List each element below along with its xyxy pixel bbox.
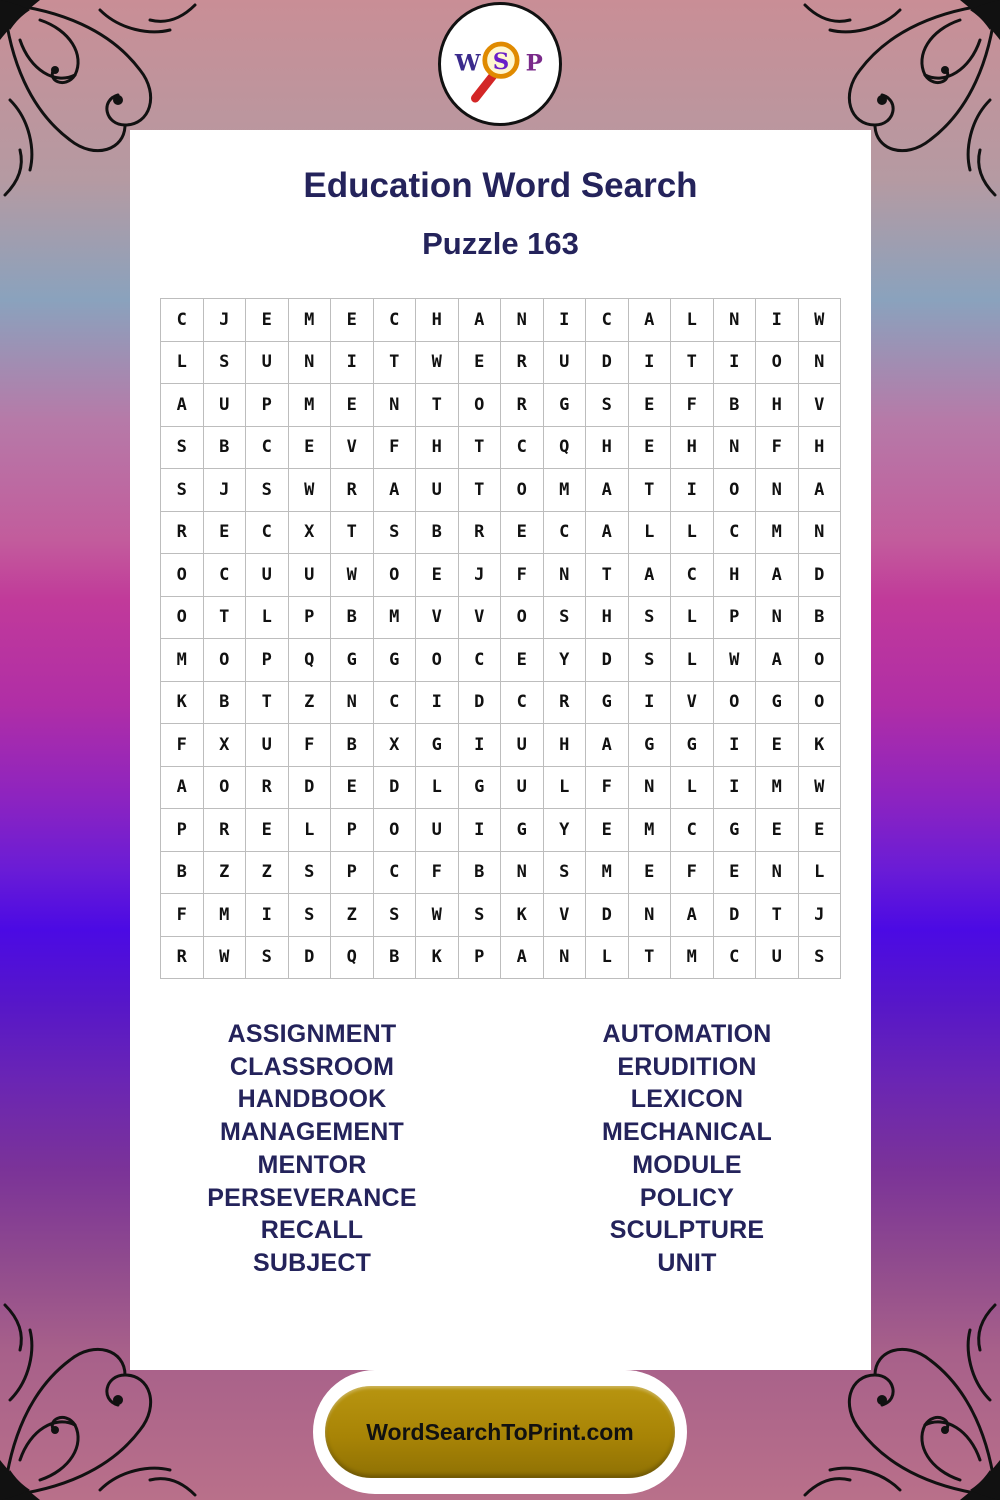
grid-cell[interactable]: B: [204, 682, 247, 725]
grid-cell[interactable]: O: [501, 597, 544, 640]
grid-cell[interactable]: J: [799, 894, 842, 937]
grid-cell[interactable]: B: [799, 597, 842, 640]
word-list-item: SCULPTURE: [609, 1216, 765, 1245]
grid-cell[interactable]: T: [204, 597, 247, 640]
grid-cell[interactable]: M: [629, 809, 672, 852]
grid-cell[interactable]: G: [331, 639, 374, 682]
grid-cell[interactable]: G: [714, 809, 757, 852]
word-list-item: MECHANICAL: [601, 1118, 773, 1147]
wsp-logo[interactable]: [438, 2, 562, 126]
grid-cell[interactable]: U: [501, 767, 544, 810]
grid-cell[interactable]: N: [289, 342, 332, 385]
grid-cell[interactable]: O: [374, 554, 417, 597]
grid-cell[interactable]: G: [629, 724, 672, 767]
grid-cell[interactable]: I: [246, 894, 289, 937]
grid-cell[interactable]: A: [459, 299, 502, 342]
grid-cell[interactable]: G: [586, 682, 629, 725]
grid-cell[interactable]: X: [204, 724, 247, 767]
grid-cell[interactable]: R: [459, 512, 502, 555]
grid-cell[interactable]: R: [544, 682, 587, 725]
grid-cell[interactable]: C: [501, 427, 544, 470]
grid-cell[interactable]: I: [629, 342, 672, 385]
puzzle-card: [130, 130, 871, 1370]
grid-cell[interactable]: Q: [289, 639, 332, 682]
grid-cell[interactable]: U: [416, 469, 459, 512]
grid-cell[interactable]: H: [586, 597, 629, 640]
grid-cell[interactable]: O: [416, 639, 459, 682]
grid-cell[interactable]: H: [756, 384, 799, 427]
grid-cell[interactable]: E: [501, 512, 544, 555]
grid-cell[interactable]: B: [331, 597, 374, 640]
grid-cell[interactable]: D: [586, 894, 629, 937]
grid-cell[interactable]: Z: [246, 852, 289, 895]
grid-cell[interactable]: E: [331, 384, 374, 427]
grid-cell[interactable]: E: [756, 809, 799, 852]
grid-cell[interactable]: G: [416, 724, 459, 767]
grid-cell[interactable]: R: [501, 342, 544, 385]
grid-cell[interactable]: R: [246, 767, 289, 810]
grid-cell[interactable]: L: [671, 299, 714, 342]
grid-cell[interactable]: U: [246, 342, 289, 385]
grid-cell[interactable]: O: [756, 342, 799, 385]
grid-cell[interactable]: M: [374, 597, 417, 640]
grid-cell[interactable]: D: [459, 682, 502, 725]
grid-cell[interactable]: J: [204, 469, 247, 512]
grid-cell[interactable]: K: [416, 937, 459, 980]
magnifier-logo-icon: [441, 5, 559, 123]
grid-cell[interactable]: L: [289, 809, 332, 852]
word-list-left: [152, 1018, 472, 1280]
grid-cell[interactable]: S: [374, 512, 417, 555]
grid-cell[interactable]: B: [204, 427, 247, 470]
grid-cell[interactable]: C: [459, 639, 502, 682]
grid-cell[interactable]: K: [501, 894, 544, 937]
grid-cell[interactable]: S: [289, 894, 332, 937]
grid-cell[interactable]: T: [331, 512, 374, 555]
grid-cell[interactable]: G: [501, 809, 544, 852]
grid-cell[interactable]: O: [161, 597, 204, 640]
grid-cell[interactable]: S: [161, 469, 204, 512]
grid-cell[interactable]: L: [246, 597, 289, 640]
grid-cell[interactable]: E: [501, 639, 544, 682]
logo-letter-p: P: [525, 50, 543, 77]
grid-cell[interactable]: A: [756, 554, 799, 597]
grid-cell[interactable]: R: [331, 469, 374, 512]
grid-cell[interactable]: Z: [331, 894, 374, 937]
grid-cell[interactable]: I: [714, 342, 757, 385]
grid-cell[interactable]: E: [459, 342, 502, 385]
word-list-item: HANDBOOK: [237, 1085, 387, 1114]
grid-cell[interactable]: N: [714, 427, 757, 470]
grid-cell[interactable]: U: [501, 724, 544, 767]
grid-cell[interactable]: M: [756, 767, 799, 810]
grid-cell[interactable]: C: [714, 937, 757, 980]
grid-cell[interactable]: C: [501, 682, 544, 725]
grid-cell[interactable]: R: [204, 809, 247, 852]
grid-cell[interactable]: A: [586, 512, 629, 555]
grid-cell[interactable]: H: [544, 724, 587, 767]
grid-cell[interactable]: P: [331, 852, 374, 895]
grid-cell[interactable]: I: [671, 469, 714, 512]
grid-cell[interactable]: A: [501, 937, 544, 980]
grid-cell[interactable]: O: [501, 469, 544, 512]
grid-cell[interactable]: W: [204, 937, 247, 980]
word-list-item: ERUDITION: [617, 1052, 757, 1081]
grid-cell[interactable]: I: [416, 682, 459, 725]
puzzle-number: Puzzle 163: [422, 226, 579, 261]
grid-cell[interactable]: W: [799, 767, 842, 810]
site-link-button[interactable]: WordSearchToPrint.com: [325, 1386, 675, 1478]
grid-cell[interactable]: M: [586, 852, 629, 895]
grid-cell[interactable]: O: [161, 554, 204, 597]
grid-cell[interactable]: A: [629, 299, 672, 342]
grid-cell[interactable]: Y: [544, 639, 587, 682]
grid-cell[interactable]: C: [374, 682, 417, 725]
grid-cell[interactable]: I: [331, 342, 374, 385]
grid-cell[interactable]: N: [799, 512, 842, 555]
grid-cell[interactable]: S: [799, 937, 842, 980]
grid-cell[interactable]: Q: [544, 427, 587, 470]
grid-cell[interactable]: B: [331, 724, 374, 767]
grid-cell[interactable]: W: [331, 554, 374, 597]
grid-cell[interactable]: F: [374, 427, 417, 470]
grid-cell[interactable]: I: [459, 809, 502, 852]
grid-cell[interactable]: L: [629, 512, 672, 555]
grid-cell[interactable]: O: [459, 384, 502, 427]
grid-cell[interactable]: F: [501, 554, 544, 597]
grid-cell[interactable]: T: [629, 469, 672, 512]
grid-cell[interactable]: X: [374, 724, 417, 767]
word-list-item: AUTOMATION: [602, 1020, 772, 1048]
grid-cell[interactable]: O: [204, 767, 247, 810]
grid-cell[interactable]: V: [416, 597, 459, 640]
grid-cell[interactable]: F: [586, 767, 629, 810]
grid-cell[interactable]: M: [756, 512, 799, 555]
grid-cell[interactable]: L: [671, 512, 714, 555]
grid-cell[interactable]: G: [756, 682, 799, 725]
grid-cell[interactable]: T: [416, 384, 459, 427]
grid-cell[interactable]: N: [756, 597, 799, 640]
grid-cell[interactable]: I: [544, 299, 587, 342]
grid-cell[interactable]: F: [289, 724, 332, 767]
grid-cell[interactable]: P: [161, 809, 204, 852]
grid-cell[interactable]: E: [629, 427, 672, 470]
grid-cell[interactable]: S: [629, 639, 672, 682]
word-list-item: LEXICON: [630, 1085, 744, 1114]
grid-cell[interactable]: I: [714, 724, 757, 767]
grid-cell[interactable]: F: [671, 384, 714, 427]
grid-cell[interactable]: E: [714, 852, 757, 895]
grid-cell[interactable]: S: [246, 937, 289, 980]
grid-cell[interactable]: A: [756, 639, 799, 682]
grid-cell[interactable]: D: [799, 554, 842, 597]
grid-cell[interactable]: N: [374, 384, 417, 427]
grid-cell[interactable]: E: [204, 512, 247, 555]
grid-cell[interactable]: C: [161, 299, 204, 342]
grid-cell[interactable]: U: [544, 342, 587, 385]
grid-cell[interactable]: V: [544, 894, 587, 937]
grid-cell[interactable]: V: [671, 682, 714, 725]
grid-cell[interactable]: N: [544, 937, 587, 980]
grid-cell[interactable]: I: [459, 724, 502, 767]
grid-cell[interactable]: S: [586, 384, 629, 427]
grid-cell[interactable]: O: [714, 682, 757, 725]
grid-cell[interactable]: I: [629, 682, 672, 725]
grid-cell[interactable]: C: [544, 512, 587, 555]
grid-cell[interactable]: S: [459, 894, 502, 937]
grid-cell[interactable]: G: [671, 724, 714, 767]
grid-cell[interactable]: P: [289, 597, 332, 640]
grid-cell[interactable]: R: [501, 384, 544, 427]
grid-cell[interactable]: V: [459, 597, 502, 640]
grid-cell[interactable]: L: [799, 852, 842, 895]
grid-cell[interactable]: O: [374, 809, 417, 852]
grid-cell[interactable]: L: [671, 639, 714, 682]
grid-cell[interactable]: A: [629, 554, 672, 597]
grid-cell[interactable]: G: [544, 384, 587, 427]
grid-cell[interactable]: W: [799, 299, 842, 342]
word-list-item: PERSEVERANCE: [207, 1183, 417, 1212]
grid-cell[interactable]: M: [671, 937, 714, 980]
grid-cell[interactable]: A: [161, 384, 204, 427]
grid-cell[interactable]: C: [671, 809, 714, 852]
grid-cell[interactable]: W: [416, 342, 459, 385]
grid-cell[interactable]: G: [459, 767, 502, 810]
grid-cell[interactable]: E: [586, 809, 629, 852]
grid-cell[interactable]: E: [246, 299, 289, 342]
grid-cell[interactable]: T: [586, 554, 629, 597]
grid-cell[interactable]: K: [161, 682, 204, 725]
word-list-item: SUBJECT: [252, 1248, 372, 1277]
letter-grid: [160, 298, 841, 979]
grid-cell[interactable]: H: [714, 554, 757, 597]
grid-cell[interactable]: C: [671, 554, 714, 597]
grid-cell[interactable]: A: [374, 469, 417, 512]
grid-cell[interactable]: C: [714, 512, 757, 555]
grid-cell[interactable]: F: [416, 852, 459, 895]
grid-cell[interactable]: D: [289, 767, 332, 810]
grid-cell[interactable]: S: [161, 427, 204, 470]
grid-cell[interactable]: E: [289, 427, 332, 470]
grid-cell[interactable]: U: [289, 554, 332, 597]
grid-cell[interactable]: H: [416, 299, 459, 342]
grid-cell[interactable]: N: [629, 894, 672, 937]
grid-cell[interactable]: I: [714, 767, 757, 810]
grid-cell[interactable]: N: [501, 299, 544, 342]
grid-cell[interactable]: O: [714, 469, 757, 512]
grid-cell[interactable]: B: [459, 852, 502, 895]
grid-cell[interactable]: E: [246, 809, 289, 852]
grid-cell[interactable]: E: [416, 554, 459, 597]
grid-cell[interactable]: J: [459, 554, 502, 597]
puzzle-title: Education Word Search: [303, 166, 698, 205]
grid-cell[interactable]: O: [799, 682, 842, 725]
grid-cell[interactable]: X: [289, 512, 332, 555]
grid-cell[interactable]: H: [799, 427, 842, 470]
grid-cell[interactable]: Z: [289, 682, 332, 725]
grid-cell[interactable]: L: [671, 767, 714, 810]
word-list-item: MENTOR: [257, 1150, 367, 1179]
grid-cell[interactable]: T: [246, 682, 289, 725]
grid-cell[interactable]: R: [161, 937, 204, 980]
grid-cell[interactable]: U: [246, 554, 289, 597]
grid-cell[interactable]: N: [629, 767, 672, 810]
grid-cell[interactable]: U: [756, 937, 799, 980]
grid-cell[interactable]: S: [629, 597, 672, 640]
grid-cell[interactable]: F: [756, 427, 799, 470]
grid-cell[interactable]: M: [289, 299, 332, 342]
grid-cell[interactable]: T: [374, 342, 417, 385]
grid-cell[interactable]: M: [289, 384, 332, 427]
grid-cell[interactable]: T: [629, 937, 672, 980]
grid-cell[interactable]: F: [161, 894, 204, 937]
word-list-item: MODULE: [632, 1150, 742, 1179]
logo-letter-w: W: [454, 50, 481, 77]
grid-cell[interactable]: V: [331, 427, 374, 470]
grid-cell[interactable]: P: [246, 639, 289, 682]
grid-cell[interactable]: D: [586, 639, 629, 682]
grid-cell[interactable]: S: [289, 852, 332, 895]
logo-letter-s: S: [492, 48, 510, 75]
grid-cell[interactable]: N: [756, 469, 799, 512]
grid-cell[interactable]: W: [416, 894, 459, 937]
grid-cell[interactable]: E: [629, 384, 672, 427]
grid-cell[interactable]: T: [671, 342, 714, 385]
grid-cell[interactable]: Y: [544, 809, 587, 852]
grid-cell[interactable]: L: [161, 342, 204, 385]
word-list-item: POLICY: [639, 1183, 735, 1212]
grid-cell[interactable]: N: [756, 852, 799, 895]
grid-cell[interactable]: N: [799, 342, 842, 385]
grid-cell[interactable]: M: [544, 469, 587, 512]
grid-cell[interactable]: E: [331, 767, 374, 810]
grid-cell[interactable]: A: [586, 724, 629, 767]
grid-cell[interactable]: D: [374, 767, 417, 810]
grid-cell[interactable]: O: [204, 639, 247, 682]
word-list-item: MANAGEMENT: [220, 1118, 404, 1147]
grid-cell[interactable]: E: [331, 299, 374, 342]
word-list-item: CLASSROOM: [229, 1052, 395, 1081]
word-list-item: ASSIGNMENT: [227, 1020, 397, 1048]
grid-cell[interactable]: S: [544, 597, 587, 640]
grid-cell[interactable]: J: [204, 299, 247, 342]
grid-cell[interactable]: A: [799, 469, 842, 512]
grid-cell[interactable]: L: [544, 767, 587, 810]
grid-cell[interactable]: H: [671, 427, 714, 470]
grid-cell[interactable]: H: [416, 427, 459, 470]
grid-cell[interactable]: S: [204, 342, 247, 385]
grid-cell[interactable]: W: [714, 639, 757, 682]
grid-cell[interactable]: K: [799, 724, 842, 767]
grid-cell[interactable]: T: [459, 427, 502, 470]
grid-cell[interactable]: A: [586, 469, 629, 512]
grid-cell[interactable]: M: [204, 894, 247, 937]
grid-cell[interactable]: L: [671, 597, 714, 640]
grid-cell[interactable]: D: [586, 342, 629, 385]
word-list-item: RECALL: [260, 1216, 364, 1245]
grid-cell[interactable]: H: [586, 427, 629, 470]
grid-cell[interactable]: G: [374, 639, 417, 682]
grid-cell[interactable]: N: [331, 682, 374, 725]
grid-cell[interactable]: B: [714, 384, 757, 427]
grid-cell[interactable]: T: [459, 469, 502, 512]
grid-cell[interactable]: U: [246, 724, 289, 767]
grid-cell[interactable]: T: [756, 894, 799, 937]
grid-cell[interactable]: N: [501, 852, 544, 895]
grid-cell[interactable]: L: [586, 937, 629, 980]
grid-cell[interactable]: N: [544, 554, 587, 597]
grid-cell[interactable]: M: [161, 639, 204, 682]
grid-cell[interactable]: F: [161, 724, 204, 767]
grid-cell[interactable]: S: [544, 852, 587, 895]
grid-cell[interactable]: Q: [331, 937, 374, 980]
grid-cell[interactable]: C: [204, 554, 247, 597]
grid-cell[interactable]: P: [246, 384, 289, 427]
grid-cell[interactable]: L: [416, 767, 459, 810]
grid-cell[interactable]: V: [799, 384, 842, 427]
grid-cell[interactable]: S: [374, 894, 417, 937]
grid-cell[interactable]: P: [714, 597, 757, 640]
grid-cell[interactable]: C: [374, 299, 417, 342]
word-list-item: UNIT: [657, 1248, 717, 1277]
grid-cell[interactable]: E: [629, 852, 672, 895]
grid-cell[interactable]: U: [416, 809, 459, 852]
grid-cell[interactable]: D: [289, 937, 332, 980]
grid-cell[interactable]: C: [246, 512, 289, 555]
grid-cell[interactable]: W: [289, 469, 332, 512]
grid-cell[interactable]: C: [374, 852, 417, 895]
grid-cell[interactable]: A: [161, 767, 204, 810]
grid-cell[interactable]: Z: [204, 852, 247, 895]
grid-cell[interactable]: D: [714, 894, 757, 937]
grid-cell[interactable]: B: [161, 852, 204, 895]
grid-cell[interactable]: B: [416, 512, 459, 555]
grid-cell[interactable]: O: [799, 639, 842, 682]
grid-cell[interactable]: E: [799, 809, 842, 852]
grid-cell[interactable]: N: [714, 299, 757, 342]
grid-cell[interactable]: U: [204, 384, 247, 427]
grid-cell[interactable]: R: [161, 512, 204, 555]
grid-cell[interactable]: C: [586, 299, 629, 342]
grid-cell[interactable]: E: [756, 724, 799, 767]
grid-cell[interactable]: I: [756, 299, 799, 342]
grid-cell[interactable]: F: [671, 852, 714, 895]
grid-cell[interactable]: A: [671, 894, 714, 937]
grid-cell[interactable]: P: [459, 937, 502, 980]
word-list-right: [527, 1018, 847, 1280]
site-link-frame: [313, 1370, 687, 1494]
grid-cell[interactable]: S: [246, 469, 289, 512]
grid-cell[interactable]: P: [331, 809, 374, 852]
grid-cell[interactable]: C: [246, 427, 289, 470]
grid-cell[interactable]: B: [374, 937, 417, 980]
